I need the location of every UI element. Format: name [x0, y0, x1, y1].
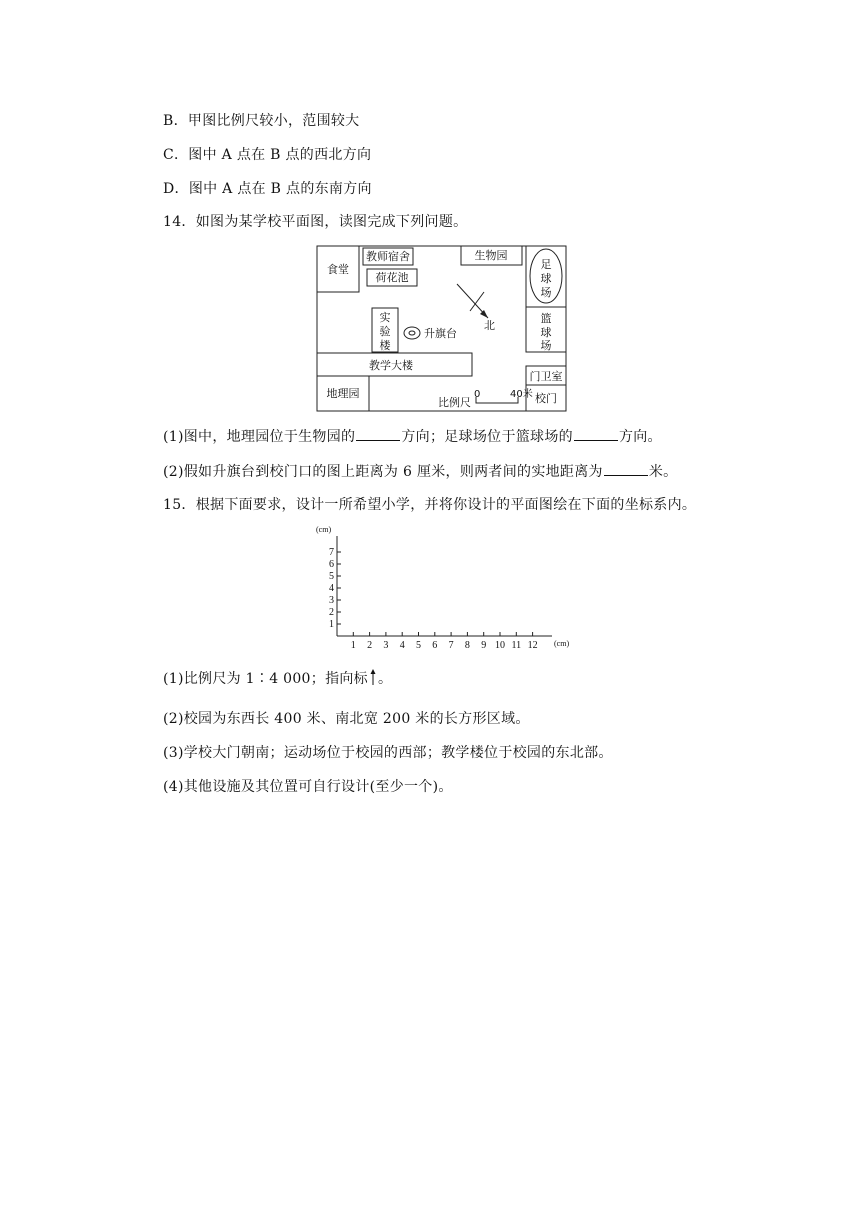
- answer-blank-2[interactable]: [574, 426, 618, 441]
- label-basketball-3: 场: [540, 339, 552, 352]
- sub2-text-a: (2)假如升旗台到校门口的图上距离为 6 厘米，则两者间的实地距离为: [163, 464, 603, 480]
- label-bio-garden: 生物园: [474, 249, 508, 262]
- label-football-1: 足: [540, 258, 552, 271]
- label-scale: 比例尺: [438, 396, 471, 409]
- sub1-text-c: 方向。: [618, 429, 662, 445]
- x-tick-label: 9: [481, 640, 487, 651]
- label-basketball-2: 球: [540, 326, 552, 339]
- answer-blank-1[interactable]: [356, 426, 400, 441]
- label-teacher-dorm: 教师宿舍: [366, 250, 410, 263]
- x-tick-label: 8: [464, 640, 470, 651]
- sub1-text-a: (1)图中，地理园位于生物园的: [163, 429, 356, 445]
- x-tick-label: 11: [511, 640, 522, 651]
- x-tick-label: 10: [495, 640, 505, 651]
- answer-blank-3[interactable]: [604, 461, 648, 476]
- label-geo-garden: 地理园: [326, 387, 360, 400]
- sub1-text-b: 方向；足球场位于篮球场的: [401, 429, 573, 445]
- y-tick-label: 6: [329, 559, 334, 570]
- question-14-stem: 14．如图为某学校平面图，读图完成下列问题。: [163, 214, 468, 230]
- question-14-sub2: [163, 461, 677, 482]
- label-scale-end: 40米: [510, 389, 533, 400]
- x-tick-label: 2: [367, 640, 373, 651]
- option-c: C．图中 A 点在 B 点的西北方向: [163, 147, 372, 163]
- requirement-3: (3)学校大门朝南；运动场位于校园的西部；教学楼位于校园的东北部。: [163, 745, 613, 761]
- flag-platform-inner: [409, 331, 415, 335]
- sub2-text-b: 米。: [648, 464, 678, 480]
- x-tick-label: 12: [527, 640, 538, 651]
- label-lotus-pond: 荷花池: [375, 271, 409, 284]
- label-canteen: 食堂: [327, 263, 349, 276]
- label-lab-1: 实: [379, 311, 391, 324]
- requirement-1: [163, 669, 392, 689]
- label-guard-room: 门卫室: [529, 370, 563, 383]
- school-plan-map: [316, 245, 568, 413]
- y-tick-label: 5: [329, 571, 334, 582]
- x-tick-label: 3: [383, 640, 389, 651]
- x-tick-label: 1: [350, 640, 356, 651]
- y-unit-label: (cm): [316, 525, 332, 534]
- req1-text-a: (1)比例尺为 1∶4 000；指向标: [163, 671, 368, 687]
- x-tick-label: 6: [432, 640, 438, 651]
- requirement-4: (4)其他设施及其位置可自行设计(至少一个)。: [163, 779, 453, 795]
- y-tick-label: 7: [329, 547, 334, 558]
- label-scale-zero: 0: [474, 389, 481, 400]
- label-north: 北: [484, 319, 495, 332]
- requirement-2: (2)校园为东西长 400 米、南北宽 200 米的长方形区域。: [163, 711, 530, 727]
- label-lab-3: 楼: [379, 339, 391, 352]
- y-tick-label: 4: [329, 583, 334, 594]
- x-tick-label: 7: [448, 640, 454, 651]
- x-unit-label: (cm): [554, 639, 570, 648]
- label-basketball-1: 篮: [540, 312, 552, 325]
- north-arrow-icon: [369, 669, 377, 685]
- option-b: B．甲图比例尺较小，范围较大: [163, 113, 360, 129]
- label-gate: 校门: [535, 392, 557, 405]
- coordinate-system[interactable]: [314, 522, 572, 652]
- x-tick-label: 5: [416, 640, 421, 651]
- label-football-3: 场: [540, 286, 552, 299]
- x-tick-label: 4: [399, 640, 405, 651]
- req1-text-b: 。: [377, 671, 393, 687]
- label-flag: 升旗台: [424, 327, 457, 340]
- label-teaching-building: 教学大楼: [369, 359, 413, 372]
- y-tick-label: 1: [329, 619, 334, 630]
- y-tick-label: 3: [329, 595, 334, 606]
- flag-platform-outer: [404, 327, 420, 339]
- question-15-stem: 15．根据下面要求，设计一所希望小学，并将你设计的平面图绘在下面的坐标系内。: [163, 497, 697, 513]
- question-14-sub1: [163, 426, 662, 447]
- label-football-2: 球: [540, 272, 552, 285]
- label-lab-2: 验: [379, 325, 391, 338]
- option-d: D．图中 A 点在 B 点的东南方向: [163, 181, 372, 197]
- y-tick-label: 2: [329, 607, 334, 618]
